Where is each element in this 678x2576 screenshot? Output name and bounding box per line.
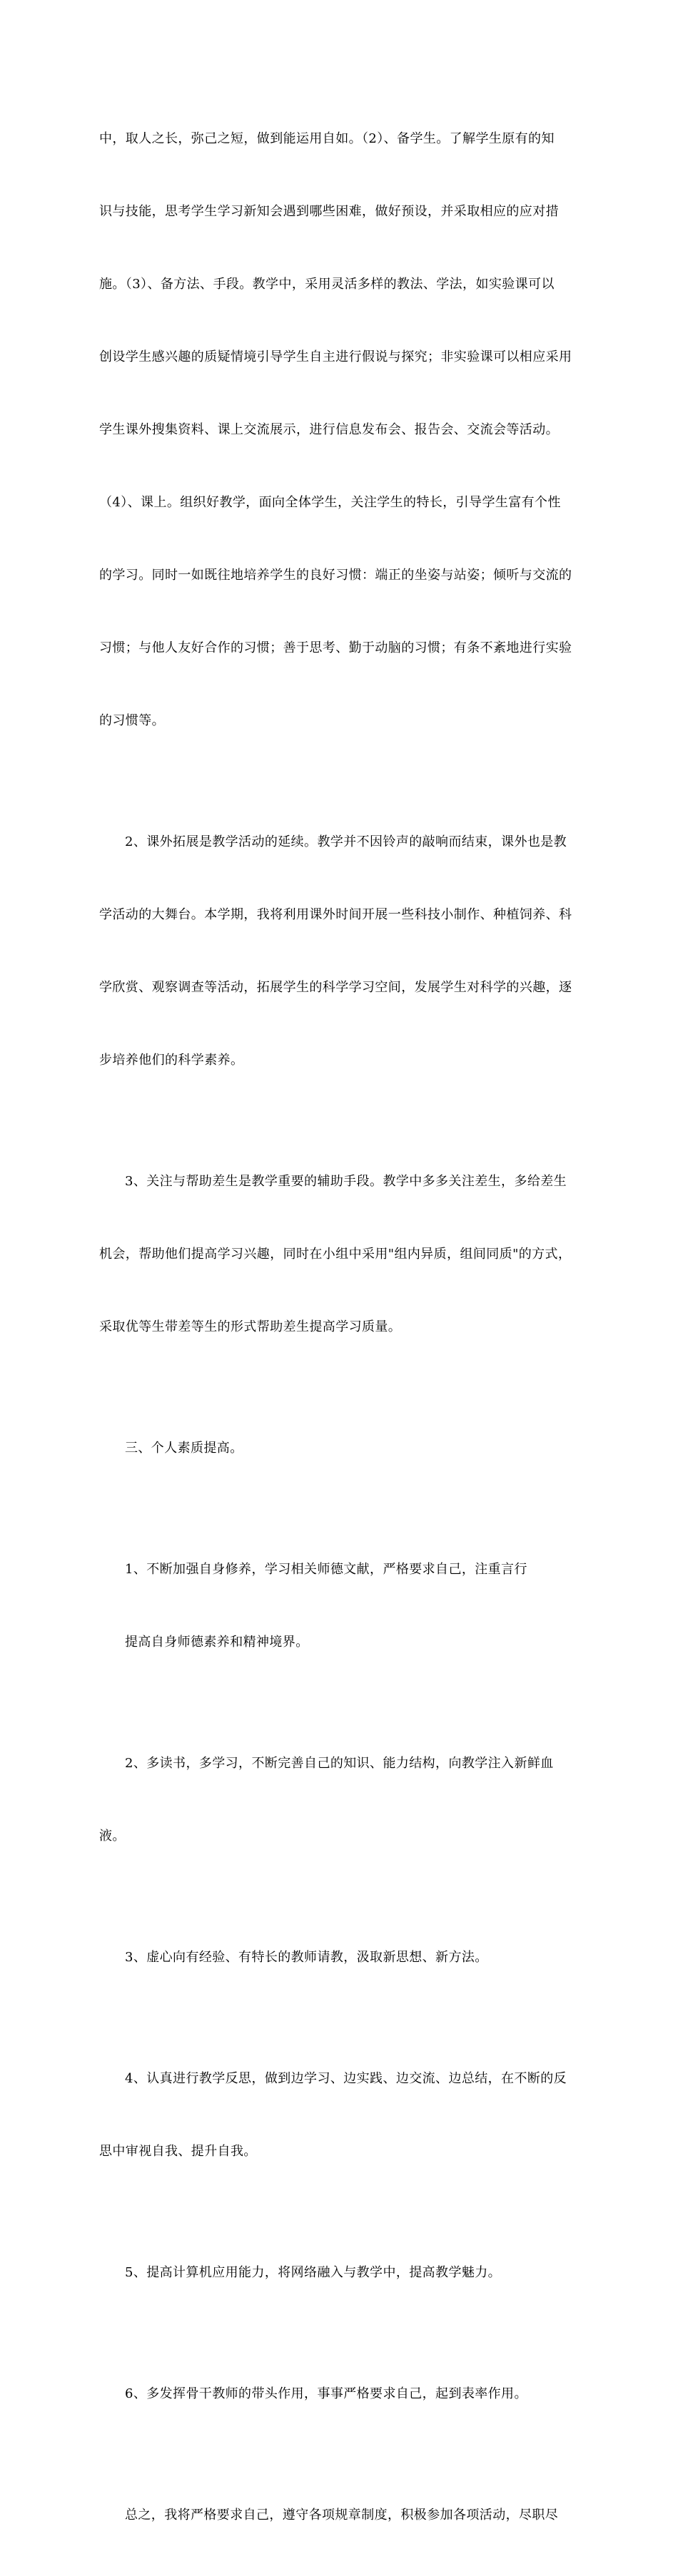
text-line: 学活动的大舞台。本学期，我将利用课外时间开展一些科技小制作、种植饲养、科 <box>99 907 572 922</box>
text-line: 创设学生感兴趣的质疑情境引导学生自主进行假说与探究；非实验课可以相应采用 <box>99 349 572 364</box>
paragraph-item-5 <box>99 2212 585 2334</box>
text-line: 总之，我将严格要求自己，遵守各项规章制度，积极参加各项活动，尽职尽 <box>125 2508 559 2523</box>
text-line: 2、多读书，多学习，不断完善自己的知识、能力结构，向教学注入新鲜血 <box>125 1756 554 1771</box>
paragraph-item-3 <box>99 1897 585 2018</box>
text-line: 3、关注与帮助差生是教学重要的辅助手段。教学中多多关注差生，多给差生 <box>125 1174 567 1189</box>
text-line: 的习惯等。 <box>99 713 165 728</box>
text-line: 5、提高计算机应用能力，将网络融入与教学中，提高教学魅力。 <box>125 2265 502 2280</box>
text-line: 三、个人素质提高。 <box>125 1441 243 1456</box>
text-line: 识与技能，思考学生学习新知会遇到哪些困难，做好预设，并采取相应的应对措 <box>99 204 559 219</box>
text-line: 液。 <box>99 1829 126 1844</box>
paragraph-help-students <box>99 1121 585 1388</box>
text-line: 中，取人之长，弥己之短，做到能运用自如。（2）、备学生。了解学生原有的知 <box>99 131 555 146</box>
text-line: 施。（3）、备方法、手段。教学中，采用灵活多样的教法、学法，如实验课可以 <box>99 277 555 292</box>
paragraph-item-1 <box>99 1509 585 1703</box>
paragraph-item-4 <box>99 2018 585 2212</box>
section-heading-personal-quality <box>99 1388 585 1509</box>
text-line: 6、多发挥骨干教师的带头作用，事事严格要求自己，起到表率作用。 <box>125 2386 527 2401</box>
text-line: （4）、课上。组织好教学，面向全体学生，关注学生的特长，引导学生富有个性 <box>99 495 561 510</box>
paragraph-item-2 <box>99 1703 585 1897</box>
text-line: 4、认真进行教学反思，做到边学习、边实践、边交流、边总结，在不断的反 <box>125 2071 567 2086</box>
text-line: 2、课外拓展是教学活动的延续。教学并不因铃声的敲响而结束，课外也是教 <box>125 834 567 849</box>
paragraph-item-6 <box>99 2334 585 2455</box>
text-line: 机会，帮助他们提高学习兴趣，同时在小组中采用"组内异质，组间同质"的方式， <box>99 1247 572 1262</box>
text-line: 学欣赏、观察调查等活动，拓展学生的科学学习空间，发展学生对科学的兴趣，逐 <box>99 980 572 995</box>
text-line: 采取优等生带差等生的形式帮助差生提高学习质量。 <box>99 1319 402 1334</box>
text-line: 1、不断加强自身修养，学习相关师德文献，严格要求自己，注重言行 <box>125 1562 527 1577</box>
paragraph-lesson-preparation <box>99 78 585 782</box>
text-line: 步培养他们的科学素养。 <box>99 1053 244 1068</box>
text-line: 习惯；与他人友好合作的习惯；善于思考、勤于动脑的习惯；有条不紊地进行实验 <box>99 640 572 655</box>
text-line: 的学习。同时一如既往地培养学生的良好习惯：端正的坐姿与站姿；倾听与交流的 <box>99 568 572 583</box>
text-line: 学生课外搜集资料、课上交流展示，进行信息发布会、报告会、交流会等活动。 <box>99 422 559 437</box>
text-line: 提高自身师德素养和精神境界。 <box>125 1635 309 1650</box>
text-line: 3、虚心向有经验、有特长的教师请教，汲取新思想、新方法。 <box>125 1950 488 1965</box>
text-line: 思中审视自我、提升自我。 <box>99 2144 257 2159</box>
paragraph-extracurricular <box>99 782 585 1121</box>
document-body <box>99 78 585 2576</box>
paragraph-conclusion <box>99 2455 585 2576</box>
